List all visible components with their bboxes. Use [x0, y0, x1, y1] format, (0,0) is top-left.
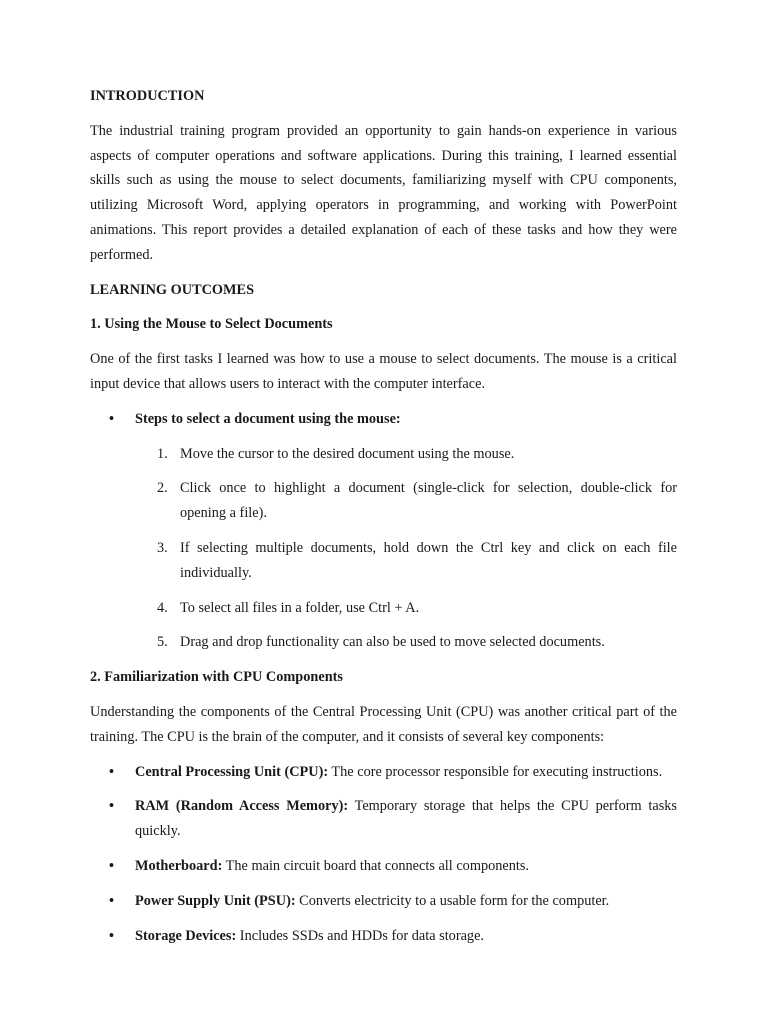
section1-paragraph: One of the first tasks I learned was how to use a mouse to select documents. The mouse is a critical input device that allows users to interact with the computer interface.	[90, 351, 677, 392]
component-term: Storage Devices:	[135, 927, 237, 944]
bullet-marker: •	[109, 892, 115, 909]
step-number: 2.	[157, 480, 168, 497]
step-number: 4.	[157, 599, 168, 616]
introduction-paragraph: The industrial training program provided an opportunity to gain hands-on experience in various aspects of computer operations and software applications. During this training, I learned essential skills such as using the mouse to select documents, familiarizing myself with CPU components, utilizing Microsoft Word, applying operators in programming, and working with PowerPoint animations. This report provides a detailed explanation of each of these tasks and how they were performed.	[90, 122, 677, 263]
steps-heading: Steps to select a document using the mouse:	[135, 410, 401, 427]
step-item	[90, 442, 677, 467]
step-text: Click once to highlight a document (single-click for selection, double-click for opening a file).	[180, 480, 677, 522]
step-text: Move the cursor to the desired document using the mouse.	[180, 445, 515, 462]
step-item	[90, 630, 677, 655]
step-item	[90, 596, 677, 621]
step-number: 5.	[157, 634, 168, 651]
step-number: 1.	[157, 445, 168, 462]
list-item	[90, 760, 677, 785]
component-description: The core processor responsible for executing instructions.	[328, 763, 663, 780]
list-item	[90, 854, 677, 879]
list-item	[90, 794, 677, 844]
section2-heading: 2. Familiarization with CPU Components	[90, 669, 343, 686]
bullet-marker: •	[109, 798, 115, 815]
bullet-marker: •	[109, 857, 115, 874]
section2-paragraph: Understanding the components of the Central Processing Unit (CPU) was another critical part of the training. The CPU is the brain of the computer, and it consists of several key components:	[90, 703, 677, 745]
steps-list	[90, 442, 677, 656]
step-text: To select all files in a folder, use Ctrl + A.	[180, 599, 420, 616]
component-description: Includes SSDs and HDDs for data storage.	[236, 927, 485, 944]
learning-outcomes-heading: LEARNING OUTCOMES	[90, 281, 255, 298]
component-term: RAM (Random Access Memory):	[135, 798, 349, 815]
component-term: Power Supply Unit (PSU):	[135, 892, 296, 909]
cpu-components-list	[90, 760, 677, 949]
list-item	[90, 889, 677, 914]
introduction-heading: INTRODUCTION	[90, 88, 205, 104]
section1-bullet-list	[90, 407, 677, 432]
document-page	[90, 84, 677, 958]
component-description: Converts electricity to a usable form for the computer.	[295, 892, 610, 909]
section1-heading: 1. Using the Mouse to Select Documents	[90, 316, 333, 333]
step-item	[90, 536, 677, 586]
list-item	[90, 407, 677, 432]
step-number: 3.	[157, 539, 168, 556]
list-item	[90, 924, 677, 949]
component-description: The main circuit board that connects all components.	[222, 857, 529, 874]
bullet-marker: •	[109, 927, 115, 944]
step-item	[90, 476, 677, 526]
step-text: If selecting multiple documents, hold down the Ctrl key and click on each file individually.	[180, 539, 677, 581]
bullet-marker: •	[109, 763, 115, 780]
component-term: Motherboard:	[135, 857, 223, 874]
component-description: Temporary storage that helps the CPU perform tasks quickly.	[135, 798, 677, 840]
step-text: Drag and drop functionality can also be used to move selected documents.	[180, 634, 605, 651]
bullet-marker: •	[109, 410, 115, 427]
component-term: Central Processing Unit (CPU):	[135, 763, 329, 780]
